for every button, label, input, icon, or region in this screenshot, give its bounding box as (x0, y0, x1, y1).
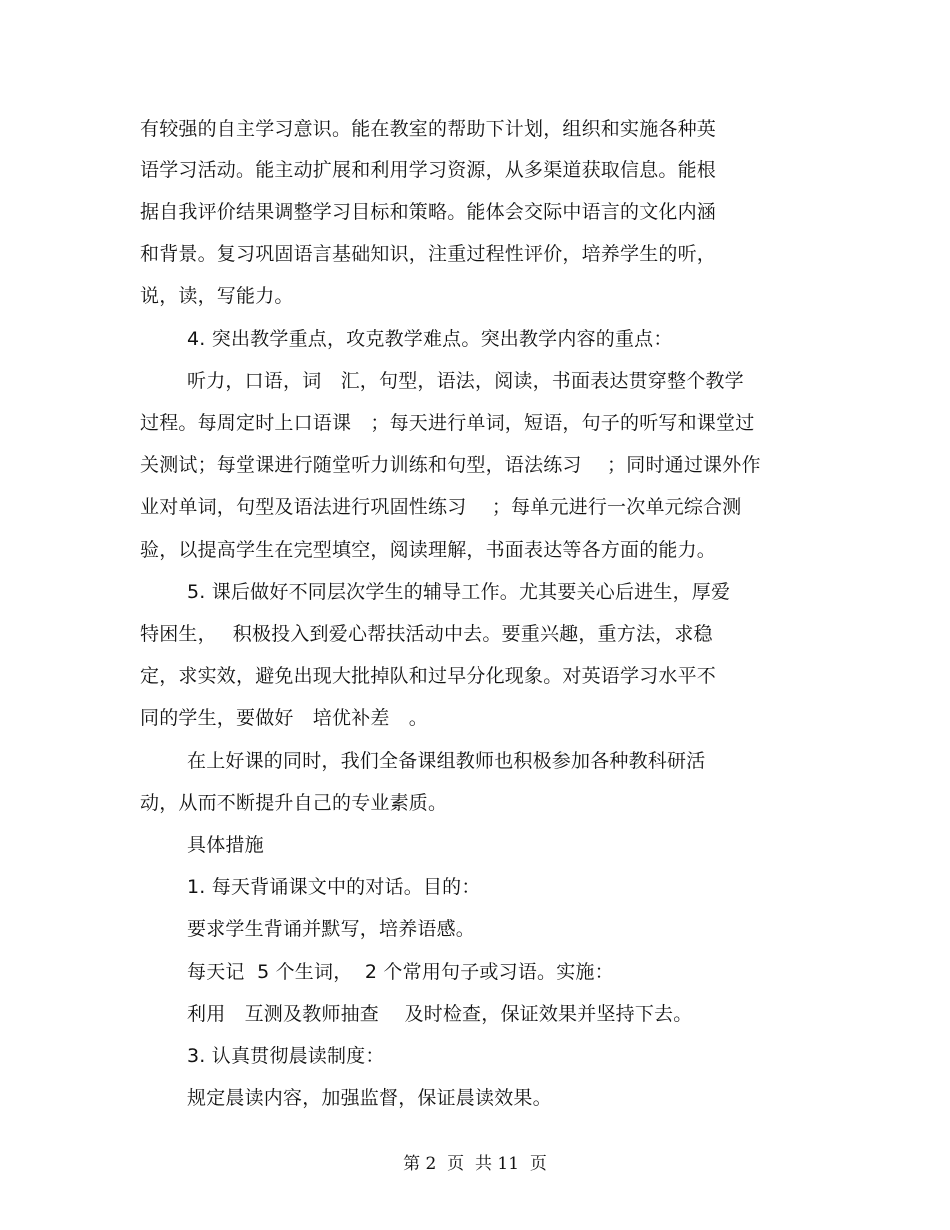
text-line-9: 关测试；每堂课进行随堂听力训练和句型，语法练习 ；同时通过课外作 (140, 454, 761, 476)
text-line-11: 验，以提高学生在完型填空，阅读理解，书面表达等各方面的能力。 (140, 539, 717, 561)
text-line-22: 利用 互测及教师抽查 及时检查，保证效果并坚持下去。 (187, 1003, 693, 1025)
text-line-4: 和背景。复习巩固语言基础知识，注重过程性评价，培养学生的听， (140, 243, 717, 265)
text-line-13: 特困生， 积极投入到爱心帮扶活动中去。要重兴趣，重方法，求稳 (140, 623, 713, 645)
text-line-5: 说，读，写能力。 (140, 285, 294, 307)
text-line-7: 听力，口语，词 汇，句型，语法，阅读，书面表达贯穿整个教学 (187, 370, 744, 392)
text-line-19: 1. 每天背诵课文中的对话。目的： (187, 876, 481, 898)
text-line-6: 4. 突出教学重点，攻克教学难点。突出教学内容的重点： (187, 328, 673, 350)
text-line-1: 有较强的自主学习意识。能在教室的帮助下计划，组织和实施各种英 (140, 118, 717, 140)
text-line-21: 每天记 5 个生词， 2 个常用句子或习语。实施： (187, 961, 614, 983)
text-line-15: 同的学生，要做好 培优补差 。 (140, 707, 429, 729)
text-line-12: 5. 课后做好不同层次学生的辅导工作。尤其要关心后进生，厚爱 (187, 581, 731, 603)
text-line-14: 定，求实效，避免出现大批掉队和过早分化现象。对英语学习水平不 (140, 665, 717, 687)
text-line-23: 3. 认真贯彻晨读制度： (187, 1045, 385, 1067)
text-line-8: 过程。每周定时上口语课 ；每天进行单词，短语，句子的听写和课堂过 (140, 412, 755, 434)
text-line-20: 要求学生背诵并默写，培养语感。 (187, 918, 476, 940)
text-line-3: 据自我评价结果调整学习目标和策略。能体会交际中语言的文化内涵 (140, 201, 717, 223)
text-line-10: 业对单词，句型及语法进行巩固性练习 ；每单元进行一次单元综合测 (140, 496, 742, 518)
text-line-16: 在上好课的同时，我们全备课组教师也积极参加各种教科研活 (187, 750, 706, 772)
text-line-24: 规定晨读内容，加强监督，保证晨读效果。 (187, 1087, 552, 1109)
page-number-footer: 第 2 页 共 11 页 (403, 1154, 547, 1174)
text-line-17: 动，从而不断提升自己的专业素质。 (140, 792, 448, 814)
text-line-2: 语学习活动。能主动扩展和利用学习资源，从多渠道获取信息。能根 (140, 159, 717, 181)
text-line-18: 具体措施 (187, 834, 264, 856)
